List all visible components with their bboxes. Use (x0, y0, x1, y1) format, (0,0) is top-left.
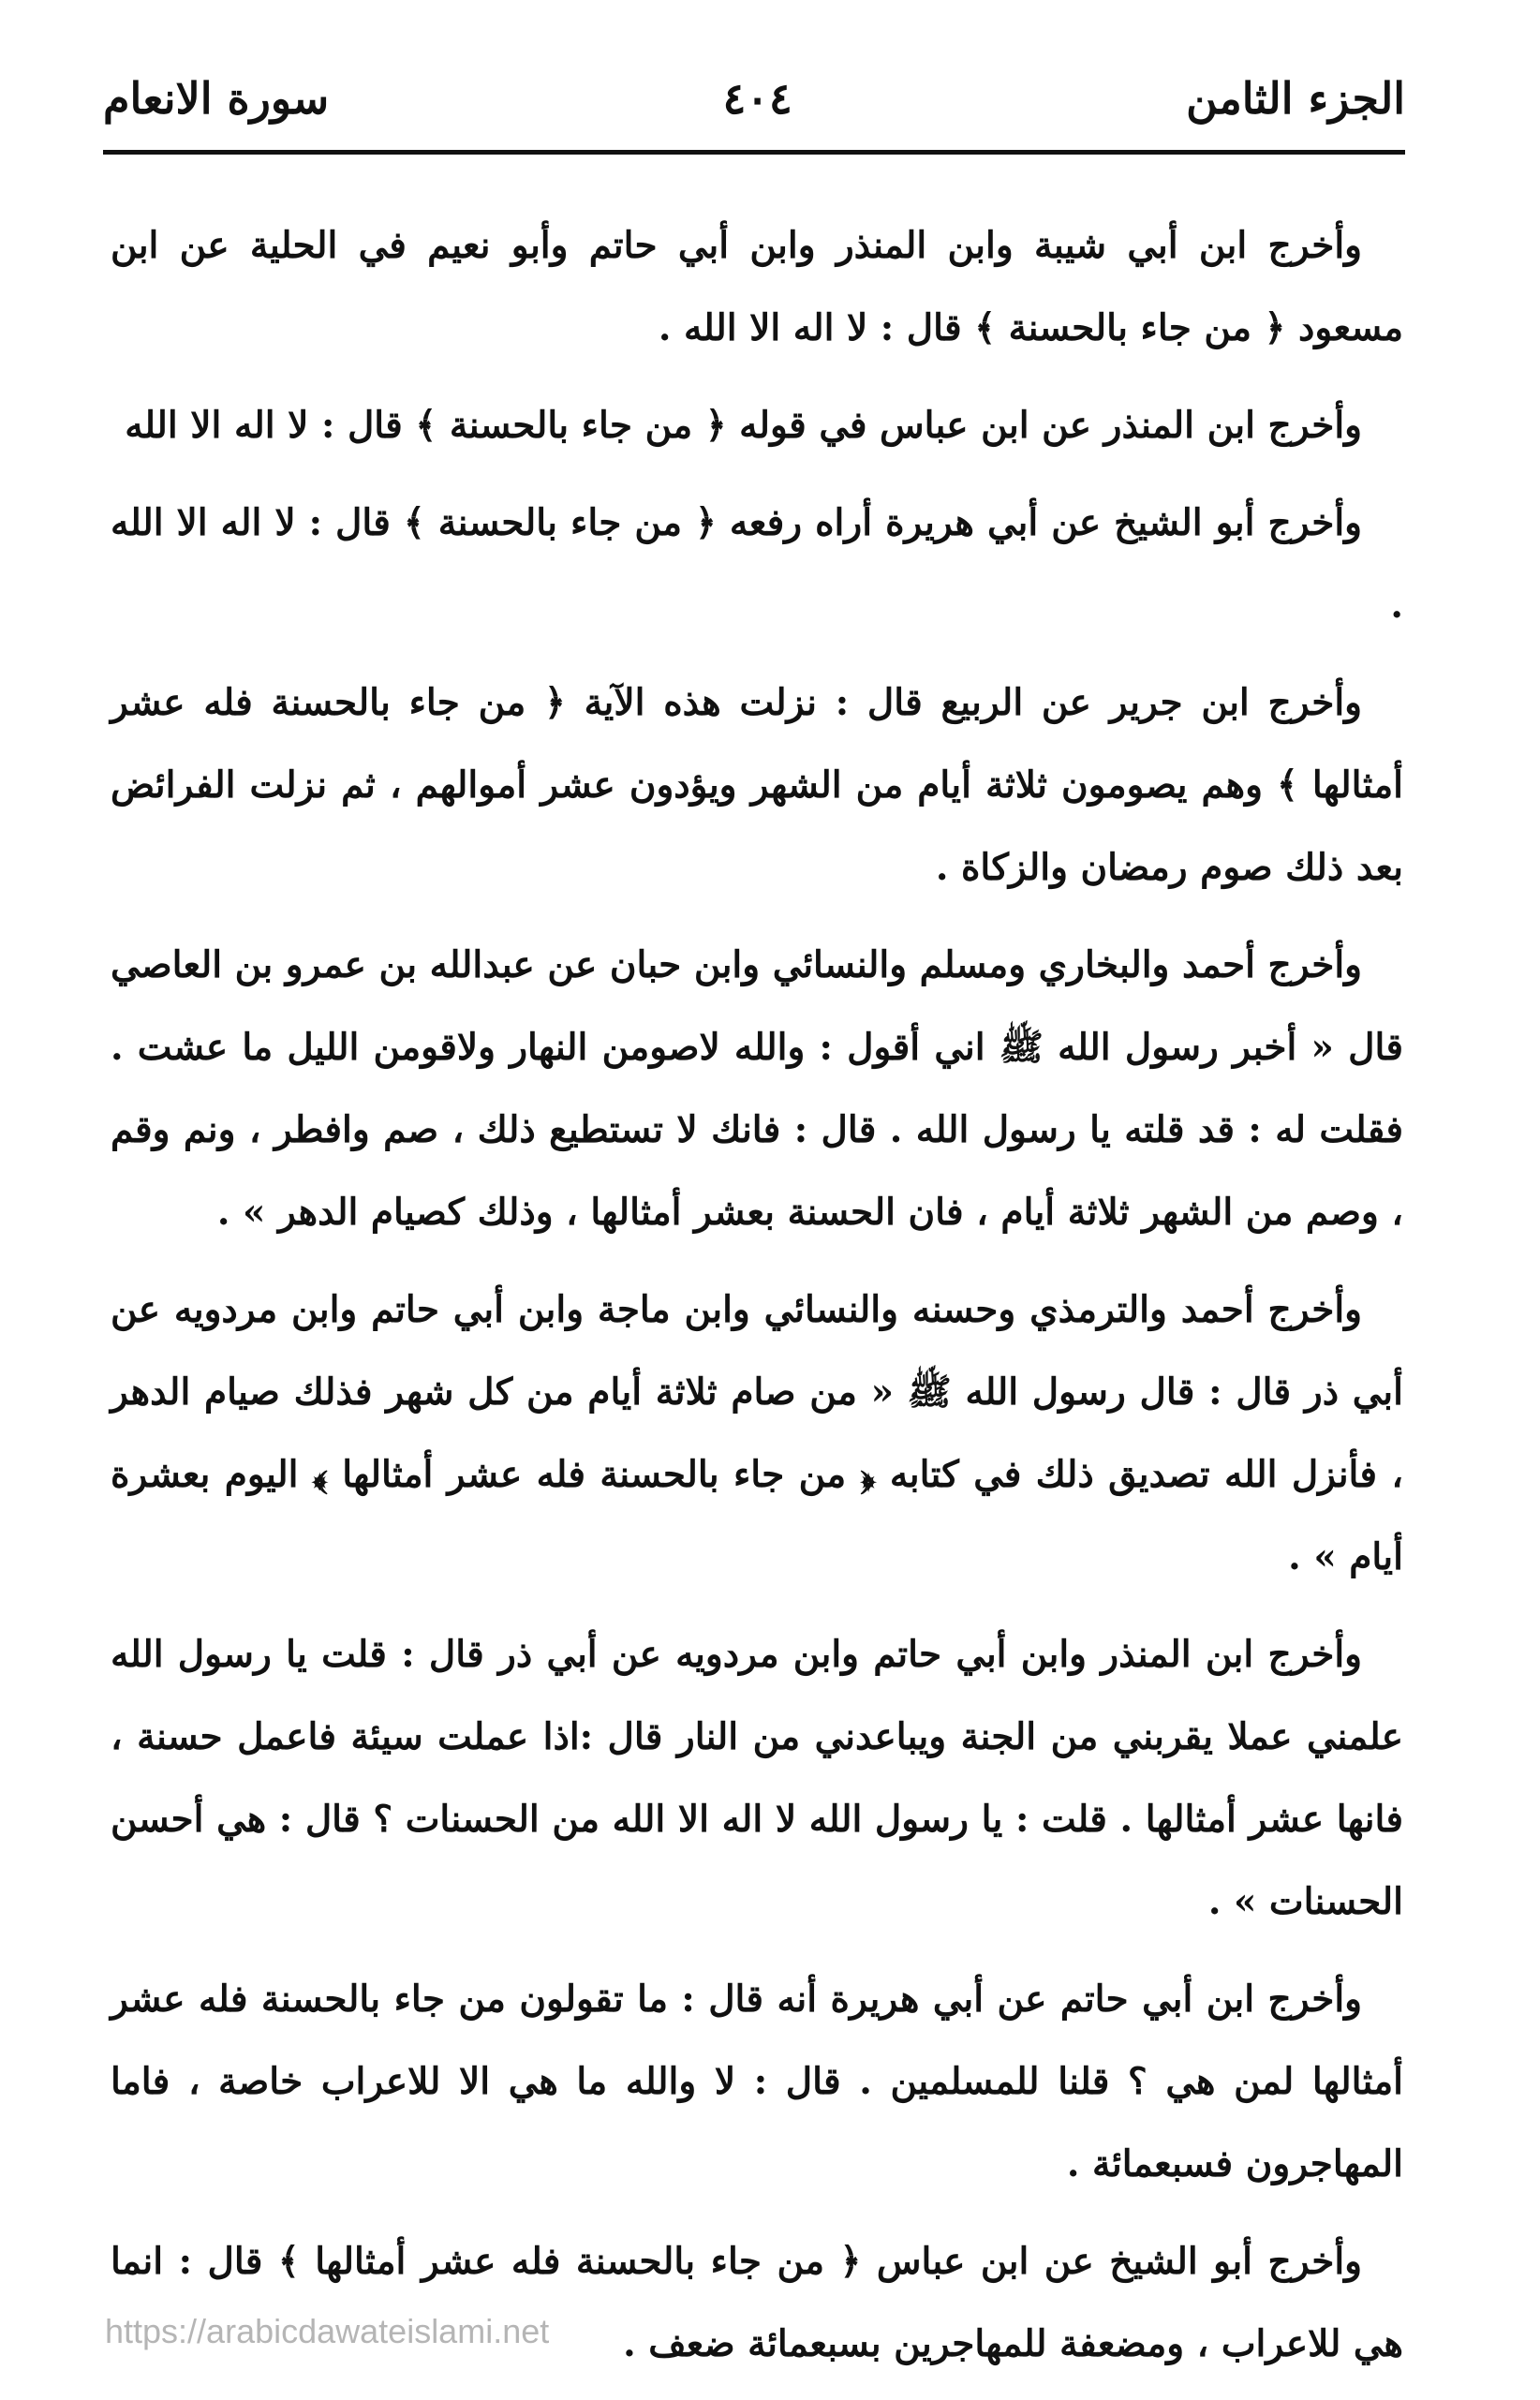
paragraph-9: وأخرج أبو الشيخ عن ابن عباس ﴿ من جاء بالحسنة فله عشر أمثالها ﴾ قال : انما هي للاعراب ، ومضعفة للمهاجرين بسبعمائة ضعف . (111, 2240, 1403, 2365)
part-title: الجزء الثامن (1186, 73, 1405, 124)
header-rule (103, 150, 1405, 155)
paragraph-5: وأخرج أحمد والبخاري ومسلم والنسائي وابن حبان عن عبدالله بن عمرو بن العاصي قال « أخبر رسول الله ﷺ اني أقول : والله لاصومن النهار ولاقومن الليل ما عشت . فقلت له : قد قلته يا رسول الله . قال : فانك لا تستطيع ذلك ، صم وافطر ، ونم وقم ، وصم من الشهر ثلاثة أيام ، فان الحسنة بعشر أمثالها ، وذلك كصيام الدهر » . (111, 943, 1403, 1234)
watermark-url: https://arabicdawateislami.net (105, 2312, 550, 2350)
surah-title: سورة الانعام (103, 73, 330, 124)
page-number: ٤٠٤ (722, 73, 792, 124)
page-header (103, 56, 1405, 141)
paragraph-1: وأخرج ابن أبي شيبة وابن المنذر وابن أبي حاتم وأبو نعيم في الحلية عن ابن مسعود ﴿ من جاء بالحسنة ﴾ قال : لا اله الا الله . (111, 224, 1403, 349)
paragraph-3: وأخرج أبو الشيخ عن أبي هريرة أراه رفعه ﴿ من جاء بالحسنة ﴾ قال : لا اله الا الله . (111, 501, 1403, 627)
page-body (111, 204, 1403, 2400)
paragraph-7: وأخرج ابن المنذر وابن أبي حاتم وابن مردويه عن أبي ذر قال : قلت يا رسول الله علمني عملا يقربني من الجنة ويباعدني من النار قال :اذا عملت سيئة فاعمل حسنة ، فانها عشر أمثالها . قلت : يا رسول الله لا اله الا الله من الحسنات ؟ قال : هي أحسن الحسنات » . (111, 1633, 1403, 1923)
paragraph-8: وأخرج ابن أبي حاتم عن أبي هريرة أنه قال : ما تقولون من جاء بالحسنة فله عشر أمثالها لمن هي ؟ قلنا للمسلمين . قال : لا والله ما هي الا للاعراب خاصة ، فاما المهاجرون فسبعمائة . (111, 1978, 1403, 2185)
paragraph-2: وأخرج ابن المنذر عن ابن عباس في قوله ﴿ من جاء بالحسنة ﴾ قال : لا اله الا الله (125, 404, 1362, 447)
paragraph-4: وأخرج ابن جرير عن الربيع قال : نزلت هذه الآية ﴿ من جاء بالحسنة فله عشر أمثالها ﴾ وهم يصومون ثلاثة أيام من الشهر ويؤدون عشر أموالهم ، ثم نزلت الفرائض بعد ذلك صوم رمضان والزكاة . (111, 681, 1403, 889)
paragraph-6: وأخرج أحمد والترمذي وحسنه والنسائي وابن ماجة وابن أبي حاتم وابن مردويه عن أبي ذر قال : قال رسول الله ﷺ « من صام ثلاثة أيام من كل شهر فذلك صيام الدهر ، فأنزل الله تصديق ذلك في كتابه ﴿ من جاء بالحسنة فله عشر أمثالها ﴾ اليوم بعشرة أيام » . (111, 1288, 1403, 1578)
